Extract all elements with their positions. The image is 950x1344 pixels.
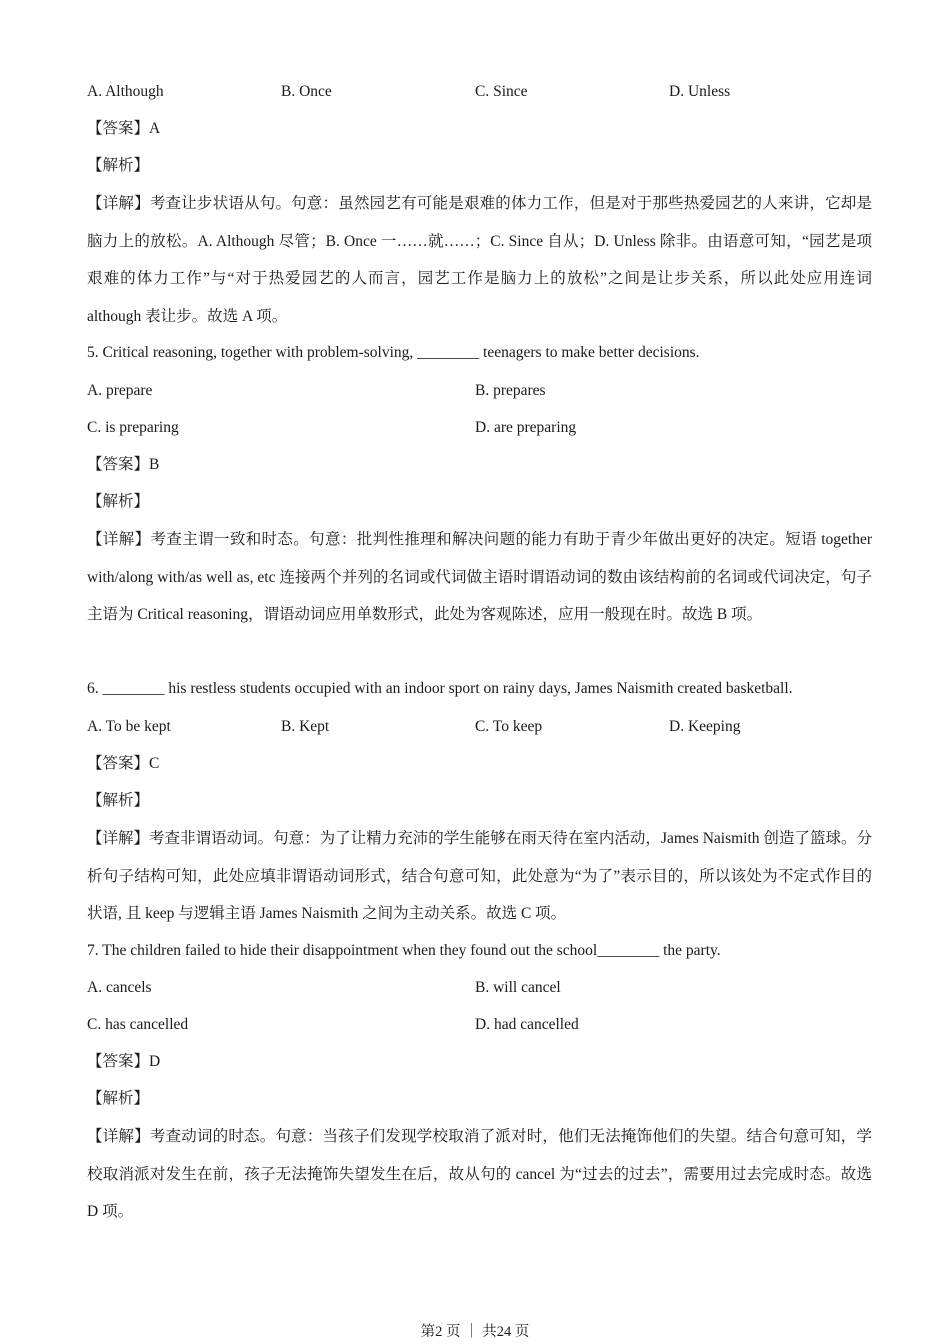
q5-answer: 【答案】B (87, 456, 160, 473)
page-footer: 第2 页 ｜ 共24 页 (420, 1324, 530, 1340)
q5-detail: 【详解】考查主谓一致和时态。句意：批判性推理和解决问题的能力有助于青少年做出更好的决定。短语 together with/along with/as well as, etc 连接两个并列的名词或代词做主语时谓语动词的数由该结构前的名词或代词决定，句子主语为 Critical reasoning，谓语动词应用单数形式，此处为客观陈述，应用一般现在时。故选 B 项。 (87, 531, 872, 623)
q6-detail: 【详解】考查非谓语动词。句意：为了让精力充沛的学生能够在雨天待在室内活动，James Naismith 创造了篮球。分析句子结构可知，此处应填非谓语动词形式，结合句意可知，此处意为“为了”表示目的，所以该处为不定式作目的状语, 且 keep 与逻辑主语 James Naismith 之间为主动关系。故选 C 项。 (87, 830, 872, 922)
q5-analysis-label: 【解析】 (87, 493, 150, 510)
q4-option-a: A. Although (87, 83, 164, 100)
q5-option-b: B. prepares (475, 382, 546, 399)
q7-detail: 【详解】考查动词的时态。句意：当孩子们发现学校取消了派对时，他们无法掩饰他们的失望。结合句意可知，学校取消派对发生在前，孩子无法掩饰失望发生在后，故从句的 cancel 为“过去的过去”，需要用过去完成时态。故选 D 项。 (87, 1128, 872, 1220)
q6-option-a: A. To be kept (87, 718, 171, 735)
q4-analysis-label: 【解析】 (87, 157, 150, 174)
q7-analysis-label: 【解析】 (87, 1090, 150, 1107)
q6-question: 6. ________ his restless students occupied with an indoor sport on rainy days, James Naismith created basketball. (87, 680, 793, 697)
q6-option-c: C. To keep (475, 718, 543, 735)
q7-option-a: A. cancels (87, 979, 152, 996)
q5-question: 5. Critical reasoning, together with problem-solving, ________ teenagers to make better decisions. (87, 344, 700, 361)
q4-option-c: C. Since (475, 83, 528, 100)
q7-answer: 【答案】D (87, 1053, 161, 1070)
q7-option-d: D. had cancelled (475, 1016, 579, 1033)
q4-detail: 【详解】考查让步状语从句。句意：虽然园艺有可能是艰难的体力工作，但是对于那些热爱园艺的人来讲，它却是脑力上的放松。A. Although 尽管；B. Once 一……就……；C. Since 自从；D. Unless 除非。由语意可知，“园艺是项艰难的体力工作”与“对于热爱园艺的人而言，园艺工作是脑力上的放松”之间是让步关系，所以此处应用连词 although 表让步。故选 A 项。 (87, 195, 872, 325)
q6-option-d: D. Keeping (669, 718, 741, 735)
q7-option-b: B. will cancel (475, 979, 561, 996)
q6-option-b: B. Kept (281, 718, 330, 735)
q5-option-d: D. are preparing (475, 419, 577, 436)
q4-option-d: D. Unless (669, 83, 731, 100)
q6-analysis-label: 【解析】 (87, 792, 150, 809)
q6-answer: 【答案】C (87, 755, 160, 772)
q4-answer: 【答案】A (87, 120, 161, 137)
q7-option-c: C. has cancelled (87, 1016, 189, 1033)
q7-question: 7. The children failed to hide their disappointment when they found out the school________ the party. (87, 942, 721, 959)
q4-option-b: B. Once (281, 83, 332, 100)
q5-option-c: C. is preparing (87, 419, 179, 436)
q5-option-a: A. prepare (87, 382, 153, 399)
